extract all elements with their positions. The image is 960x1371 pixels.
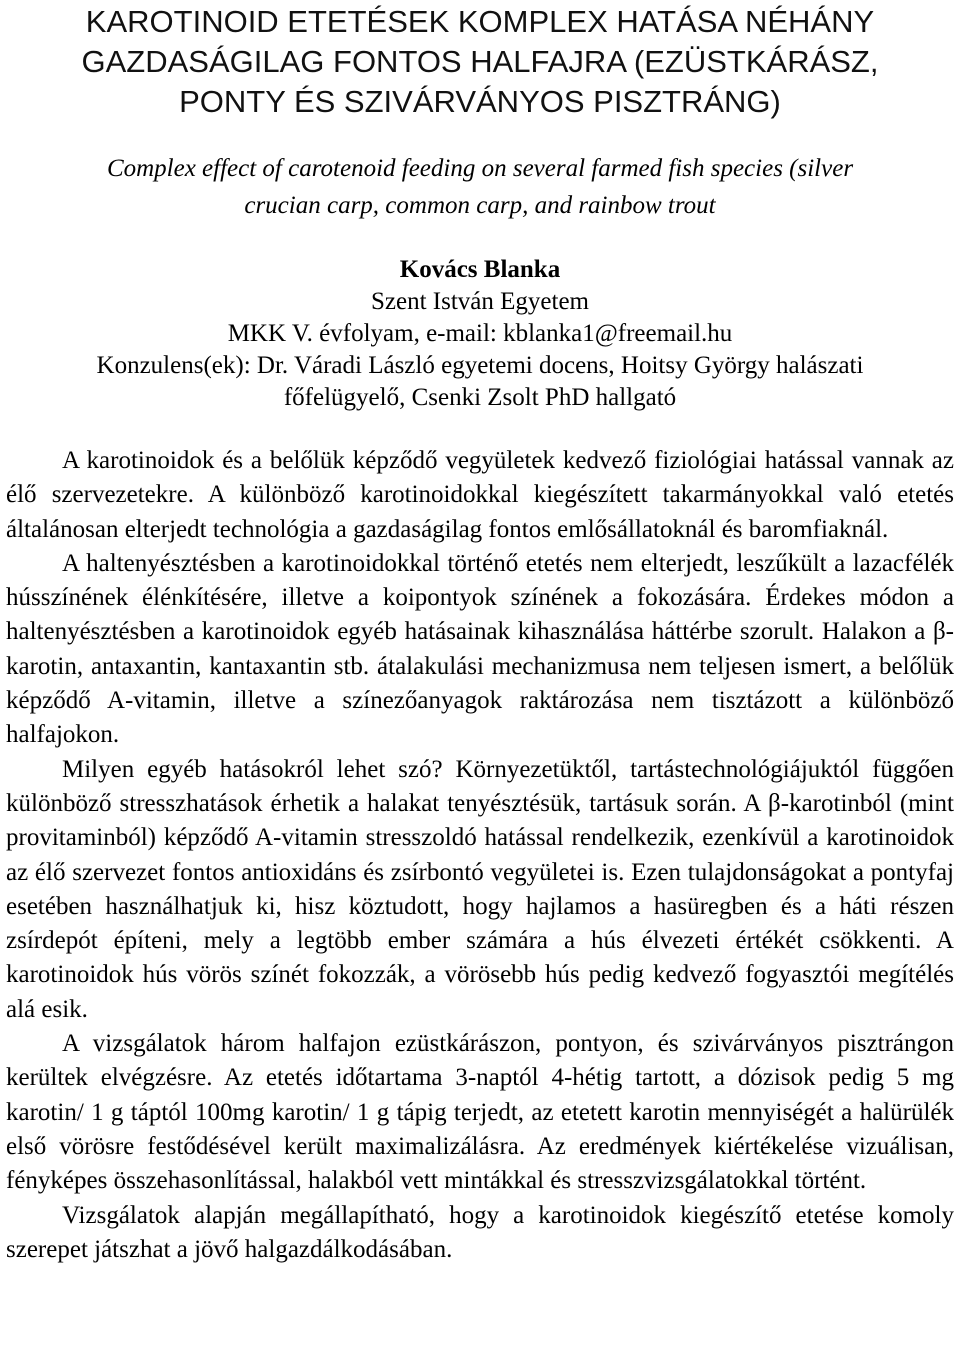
title-line-3: PONTY ÉS SZIVÁRVÁNYOS PISZTRÁNG) [179, 84, 781, 119]
paragraph-5: Vizsgálatok alapján megállapítható, hogy a karotinoidok kiegészítő etetése komoly szerepet játszhat a jövő halgazdálkodásában. [6, 1201, 954, 1263]
paragraph-3: Milyen egyéb hatásokról lehet szó? Környezetüktől, tartástechnológiájuktól függően különböző stresszhatások érhetik a halakat tenyésztésük, tartásuk során. A β-karotinból (mint provitaminból) képződő A-vitamin stresszoldó hatással rendelkezik, ezenkívül a karotinoidok az élő szervezet fontos antioxidáns és zsírbontó vegyületei is. Ezen tulajdonságokat a pontyfaj esetében használhatjuk ki, hisz köztudott, hogy hajlamos a hasüregben és a háti részen zsírdepót építeni, mely a legtöbb ember számára a hús élvezeti értékét csökkenti. A karotinoidok hús vörös színét fokozzák, a vörösebb hús pedig kedvező fogyasztói megítélés alá esik. [6, 755, 954, 1023]
document-title [6, 0, 954, 122]
author-year-email: MKK V. évfolyam, e-mail: kblanka1@freemail.hu [227, 320, 733, 347]
consultants-line-1: Konzulens(ek): Dr. Váradi László egyetemi docens, Hoitsy György halászati [96, 352, 864, 379]
paragraph-1: A karotinoidok és a belőlük képződő vegyületek kedvező fiziológiai hatással vannak az élő szervezetekre. A különböző karotinoidokkal kiegészített takarmányokkal való etetés általánosan elterjedt technológia a gazdaságilag fontos emlősállatoknál és baromfiaknál. [6, 447, 954, 543]
english-subtitle [6, 150, 954, 224]
subtitle-line-1: Complex effect of carotenoid feeding on several farmed fish species (silver [106, 155, 854, 182]
title-line-2: GAZDASÁGILAG FONTOS HALFAJRA (EZÜSTKÁRÁSZ, [81, 44, 879, 79]
abstract-body [6, 444, 954, 1267]
consultants [6, 350, 954, 414]
title-line-1: KAROTINOID ETETÉSEK KOMPLEX HATÁSA NÉHÁNY [85, 4, 875, 39]
author-university: Szent István Egyetem [371, 288, 589, 315]
consultants-line-2: főfelügyelő, Csenki Zsolt PhD hallgató [283, 384, 677, 411]
author-block [6, 254, 954, 350]
subtitle-line-2: crucian carp, common carp, and rainbow trout [244, 192, 716, 219]
author-name: Kovács Blanka [399, 256, 561, 283]
paragraph-4: A vizsgálatok három halfajon ezüstkárászon, pontyon, és szivárványos pisztrángon kerültek elvégzésre. Az etetés időtartama 3-naptól 4-hétig tartott, a dózisok pedig 5 mg karotin/ 1 g táptól 100mg karotin/ 1 g tápig terjedt, az etetett karotin mennyiségét a halürülék első vörösre festődésével került maximalizálásra. Az eredmények kiértékelése vizuálisan, fényképes összehasonlítással, halakból vett mintákkal és stresszvizsgálatokkal történt. [6, 1030, 954, 1195]
paragraph-2: A haltenyésztésben a karotinoidokkal történő etetés nem elterjedt, leszűkült a lazacfélék hússzínének élénkítésére, illetve a koipontyok színének a fokozására. Érdekes módon a haltenyésztésben a karotinoidok egyéb hatásainak kihasználása háttérbe szorult. Halakon a β-karotin, antaxantin, kantaxantin stb. átalakulási mechanizmusa nem teljesen ismert, a belőlük képződő A-vitamin, illetve a színezőanyagok raktározása nem tisztázott a különböző halfajokon. [6, 549, 954, 749]
